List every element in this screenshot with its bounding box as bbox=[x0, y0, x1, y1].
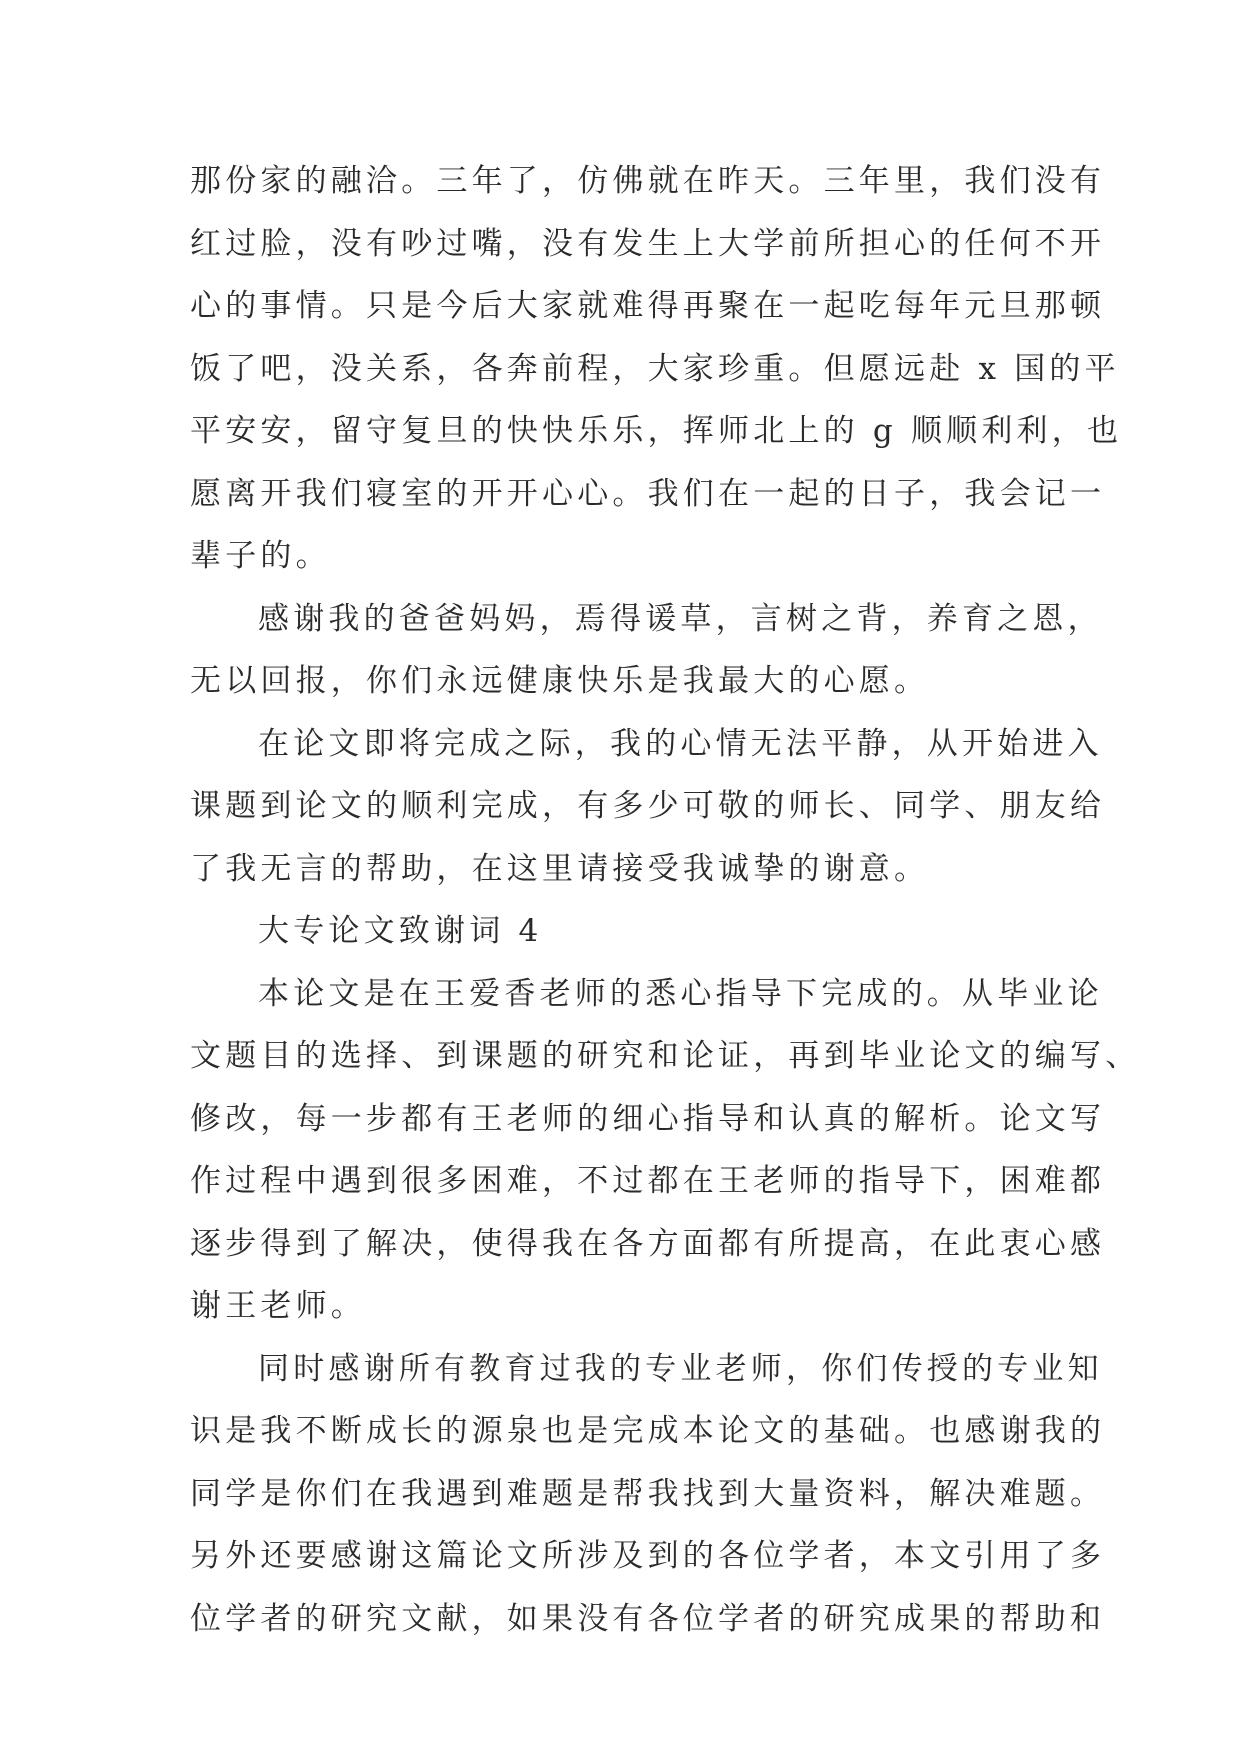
text-line: 另外还要感谢这篇论文所涉及到的各位学者，本文引用了多 bbox=[190, 1538, 1106, 1574]
text-line: 感谢我的爸爸妈妈，焉得谖草，言树之背，养育之恩， bbox=[258, 600, 1103, 637]
text-line: 同时感谢所有教育过我的专业老师，你们传授的专业知 bbox=[258, 1350, 1103, 1387]
text-line: 文题目的选择、到课题的研究和论证，再到毕业论文的编写、 bbox=[190, 1038, 1141, 1074]
section-heading: 大专论文致谢词 4 bbox=[258, 913, 543, 949]
text-line: 同学是你们在我遇到难题是帮我找到大量资料，解决难题。 bbox=[190, 1475, 1106, 1512]
text-line: 本论文是在王爱香老师的悉心指导下完成的。从毕业论 bbox=[258, 975, 1103, 1012]
body-text bbox=[190, 150, 1141, 1650]
text-line: 位学者的研究文献，如果没有各位学者的研究成果的帮助和 bbox=[190, 1600, 1106, 1637]
text-line: 课题到论文的顺利完成，有多少可敬的师长、同学、朋友给 bbox=[190, 788, 1106, 824]
text-line: 辈子的。 bbox=[190, 538, 331, 574]
text-line: 识是我不断成长的源泉也是完成本论文的基础。也感谢我的 bbox=[190, 1413, 1106, 1449]
text-line: 修改，每一步都有王老师的细心指导和认真的解析。论文写 bbox=[190, 1100, 1106, 1137]
text-line: 饭了吧，没关系，各奔前程，大家珍重。但愿远赴 x 国的平 bbox=[190, 350, 1120, 387]
text-line: 愿离开我们寝室的开开心心。我们在一起的日子，我会记一 bbox=[190, 475, 1106, 512]
text-line: 逐步得到了解决，使得我在各方面都有所提高，在此衷心感 bbox=[190, 1225, 1106, 1262]
text-line: 无以回报，你们永远健康快乐是我最大的心愿。 bbox=[190, 663, 930, 699]
text-line: 那份家的融洽。三年了，仿佛就在昨天。三年里，我们没有 bbox=[190, 163, 1106, 199]
text-line: 平安安，留守复旦的快快乐乐，挥师北上的 g 顺顺利利，也 bbox=[190, 413, 1123, 449]
text-line: 红过脸，没有吵过嘴，没有发生上大学前所担心的任何不开 bbox=[190, 225, 1106, 262]
text-line: 在论文即将完成之际，我的心情无法平静，从开始进入 bbox=[258, 725, 1103, 762]
text-line: 心的事情。只是今后大家就难得再聚在一起吃每年元旦那顿 bbox=[190, 288, 1106, 324]
text-line: 了我无言的帮助，在这里请接受我诚挚的谢意。 bbox=[190, 850, 930, 887]
text-line: 谢王老师。 bbox=[190, 1288, 366, 1324]
text-line: 作过程中遇到很多困难，不过都在王老师的指导下，困难都 bbox=[190, 1163, 1106, 1199]
